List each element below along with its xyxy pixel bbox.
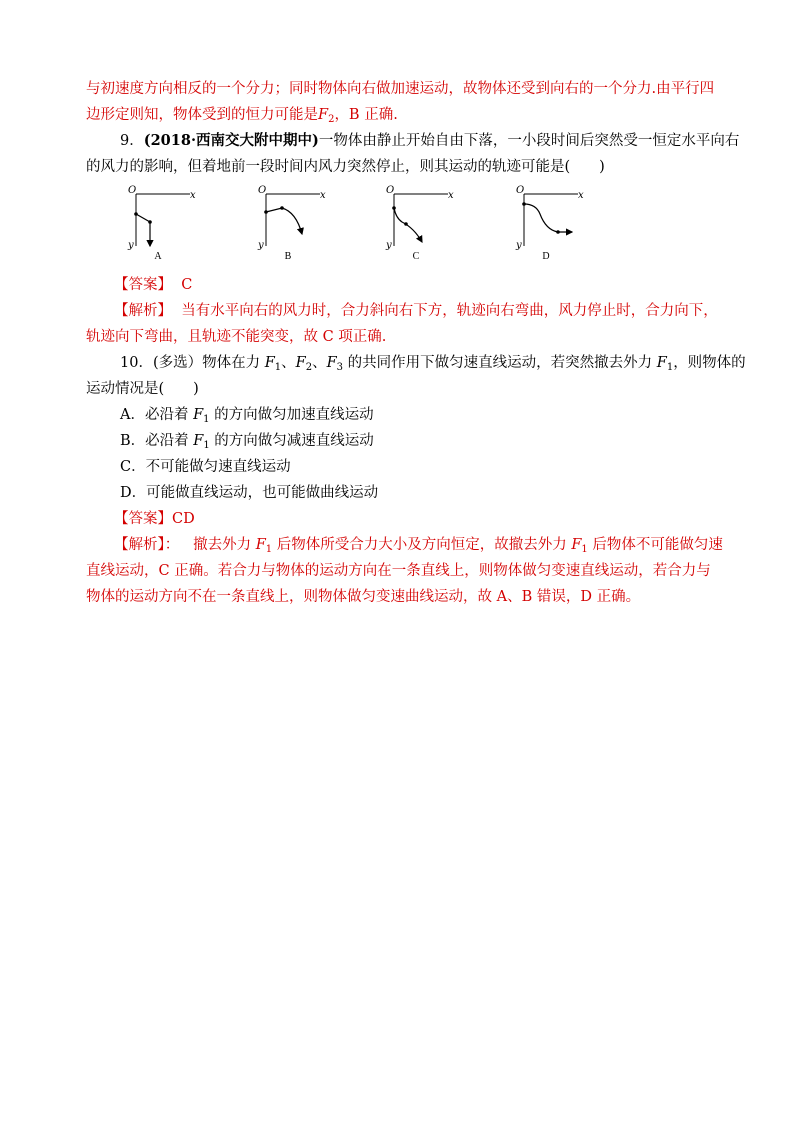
subscript: 2: [328, 114, 335, 125]
document-page: [86, 76, 746, 610]
question-number: 10．: [120, 355, 153, 371]
question-10-analysis-line-1: [92, 532, 723, 558]
question-10-analysis-line-2: 直线运动，C 正确。若合力与物体的运动方向在一条直线上，则物体做匀变速直线运动，若合力与: [86, 563, 711, 579]
figure-label: D: [542, 251, 550, 262]
separator: 、: [312, 355, 327, 371]
subscript: 1: [581, 544, 588, 555]
x-axis-label: x: [448, 190, 454, 201]
force-symbol: F: [571, 537, 582, 553]
force-symbol: F: [318, 107, 329, 123]
x-axis-label: x: [320, 190, 326, 201]
figure-a: [122, 184, 212, 266]
force-symbol: F: [264, 355, 275, 371]
figure-label: B: [284, 251, 292, 262]
y-axis-label: y: [516, 240, 522, 251]
question-10-answer: [92, 506, 712, 532]
option-c: C．不可能做匀速直线运动: [120, 459, 291, 475]
figure-label: A: [154, 251, 162, 262]
question-10-analysis-line-3: 物体的运动方向不在一条直线上，则物体做匀变速曲线运动，故 A、B 错误，D 正确。: [86, 589, 641, 605]
figure-label: C: [412, 251, 420, 262]
option-d: D．可能做直线运动，也可能做曲线运动: [120, 485, 379, 501]
question-9-answer: [92, 272, 712, 298]
figure-b: [252, 184, 342, 266]
question-source: (2018·西南交大附中期中): [143, 132, 319, 149]
x-axis-label: x: [190, 190, 196, 201]
subscript: 2: [305, 362, 313, 373]
prev-explanation-line-2: [86, 102, 712, 128]
question-text: ，则物体的: [673, 355, 746, 371]
origin-label: O: [258, 185, 267, 196]
prev-explanation-line-1: 与初速度方向相反的一个分力；同时物体向右做加速运动，故物体还受到向右的一个分力.由平行四: [86, 81, 715, 97]
figure-c: [380, 184, 470, 266]
force-symbol: F: [193, 407, 204, 423]
analysis-tag: 【解析】：: [114, 537, 180, 553]
question-9-analysis-line-1: [92, 298, 718, 324]
subscript: 1: [203, 414, 210, 425]
question-text: (多选）物体在力: [152, 355, 265, 371]
subscript: 3: [336, 362, 344, 373]
question-9-line-2: 的风力的影响，但着地前一段时间内风力突然停止，则其运动的轨迹可能是( ): [86, 159, 605, 175]
option-text: B．必沿着: [120, 433, 194, 449]
question-10-line-1: [92, 350, 746, 376]
force-symbol: F: [193, 433, 204, 449]
origin-label: O: [128, 185, 137, 196]
option-b: [92, 428, 712, 454]
force-symbol: F: [326, 355, 337, 371]
subscript: 1: [265, 544, 273, 555]
separator: 、: [281, 355, 296, 371]
answer-tag: 【答案】: [114, 277, 172, 293]
question-10-line-2: 运动情况是( ): [86, 381, 199, 397]
analysis-text: 当有水平向右的风力时，合力斜向右下方，轨迹向右弯曲，风力停止时，合力向下，: [181, 303, 718, 319]
analysis-text: 后物体不可能做匀速: [587, 537, 723, 553]
subscript: 1: [666, 362, 674, 373]
option-text: 的方向做匀减速直线运动: [209, 433, 374, 449]
question-text: 的共同作用下做匀速直线运动，若突然撤去外力: [343, 355, 657, 371]
y-axis-label: y: [386, 240, 392, 251]
force-symbol: F: [295, 355, 306, 371]
y-axis-label: y: [128, 240, 134, 251]
option-text: 的方向做匀加速直线运动: [209, 407, 374, 423]
force-symbol: F: [255, 537, 266, 553]
answer-tag: 【答案】: [114, 511, 172, 527]
origin-label: O: [516, 185, 525, 196]
question-text: 一物体由静止开始自由下落，一小段时间后突然受一恒定水平向右: [318, 133, 740, 149]
answer-value: CD: [172, 511, 195, 527]
y-axis-label: y: [258, 240, 264, 251]
trajectory-figures: [92, 184, 712, 266]
option-a: [92, 402, 712, 428]
question-9-line-1: [92, 128, 740, 154]
text: 边形定则知，物体受到的恒力可能是: [86, 107, 318, 123]
subscript: 1: [274, 362, 282, 373]
origin-label: O: [386, 185, 395, 196]
analysis-tag: 【解析】: [114, 303, 172, 319]
answer-value: C: [181, 277, 193, 293]
option-text: A．必沿着: [120, 407, 194, 423]
subscript: 1: [203, 440, 210, 451]
x-axis-label: x: [578, 190, 584, 201]
force-symbol: F: [656, 355, 667, 371]
analysis-text: 后物体所受合力大小及方向恒定，故撤去外力: [272, 537, 572, 553]
analysis-text: 撤去外力: [193, 537, 256, 553]
question-number: 9．: [120, 133, 144, 149]
question-9-analysis-line-2: 轨迹向下弯曲，且轨迹不能突变，故 C 项正确.: [86, 329, 387, 345]
figure-d: [510, 184, 600, 266]
text: ，B 正确.: [334, 107, 398, 123]
